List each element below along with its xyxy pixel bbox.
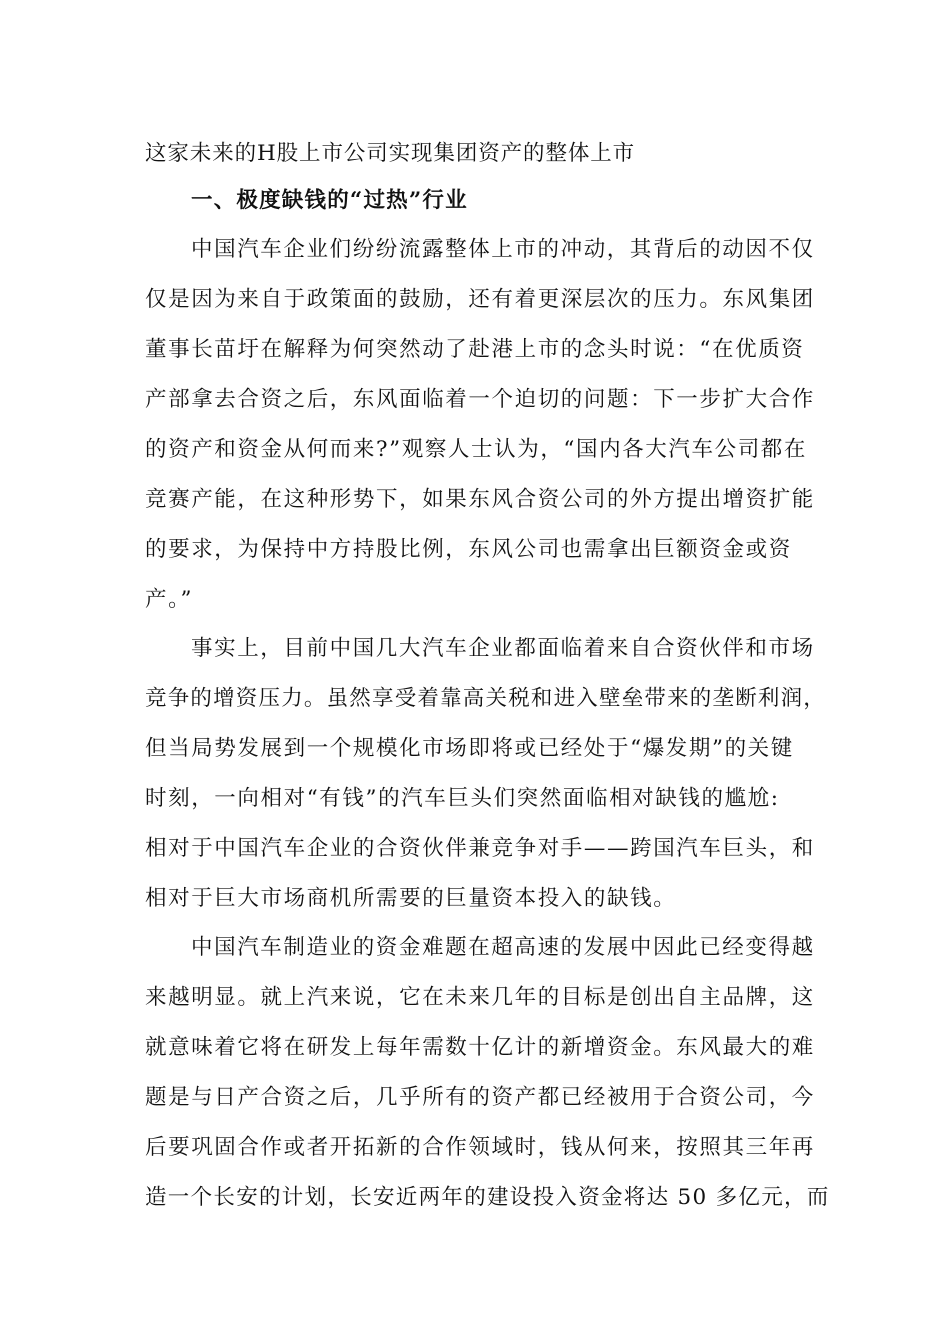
paragraph-line: 竞赛产能，在这种形势下，如果东风合资公司的外方提出增资扩能 [145,487,815,512]
paragraph-line: 事实上，目前中国几大汽车企业都面临着来自合资伙伴和市场 [191,636,815,661]
paragraph-line: 后要巩固合作或者开拓新的合作领域时，钱从何来，按照其三年再 [145,1135,815,1160]
paragraph-line: 中国汽车企业们纷纷流露整体上市的冲动，其背后的动因不仅 [191,237,815,262]
text-line: 这家未来的H股上市公司实现集团资产的整体上市 [145,141,636,166]
paragraph-line: 产部拿去合资之后，东风面临着一个迫切的问题：下一步扩大合作 [145,387,815,412]
paragraph-line: 造一个长安的计划，长安近两年的建设投入资金将达 50 多亿元，而 [145,1185,830,1210]
paragraph-line: 相对于巨大市场商机所需要的巨量资本投入的缺钱。 [145,886,677,911]
paragraph-line: 的资产和资金从何而来?”观察人士认为，“国内各大汽车公司都在 [145,437,808,462]
section-heading: 一、极度缺钱的“过热”行业 [191,188,468,213]
paragraph-line: 竞争的增资压力。虽然享受着靠高关税和进入壁垒带来的垄断利润， [145,686,827,711]
paragraph-line: 来越明显。就上汽来说，它在未来几年的目标是创出自主品牌，这 [145,985,815,1010]
paragraph-line: 仅是因为来自于政策面的鼓励，还有着更深层次的压力。东风集团 [145,287,815,312]
paragraph-line: 相对于中国汽车企业的合资伙伴兼竞争对手——跨国汽车巨头，和 [145,836,815,861]
paragraph-line: 时刻，一向相对“有钱”的汽车巨头们突然面临相对缺钱的尴尬: [145,786,780,811]
paragraph-line: 董事长苗圩在解释为何突然动了赴港上市的念头时说：“在优质资 [145,337,805,362]
paragraph-line: 的要求，为保持中方持股比例，东风公司也需拿出巨额资金或资 [145,537,792,562]
paragraph-line: 就意味着它将在研发上每年需数十亿计的新增资金。东风最大的难 [145,1035,815,1060]
paragraph-line: 中国汽车制造业的资金难题在超高速的发展中因此已经变得越 [191,935,815,960]
paragraph-line: 产。” [145,587,194,612]
paragraph-line: 但当局势发展到一个规模化市场即将或已经处于“爆发期”的关键 [145,736,794,761]
paragraph-line: 题是与日产合资之后，几乎所有的资产都已经被用于合资公司，今 [145,1085,815,1110]
